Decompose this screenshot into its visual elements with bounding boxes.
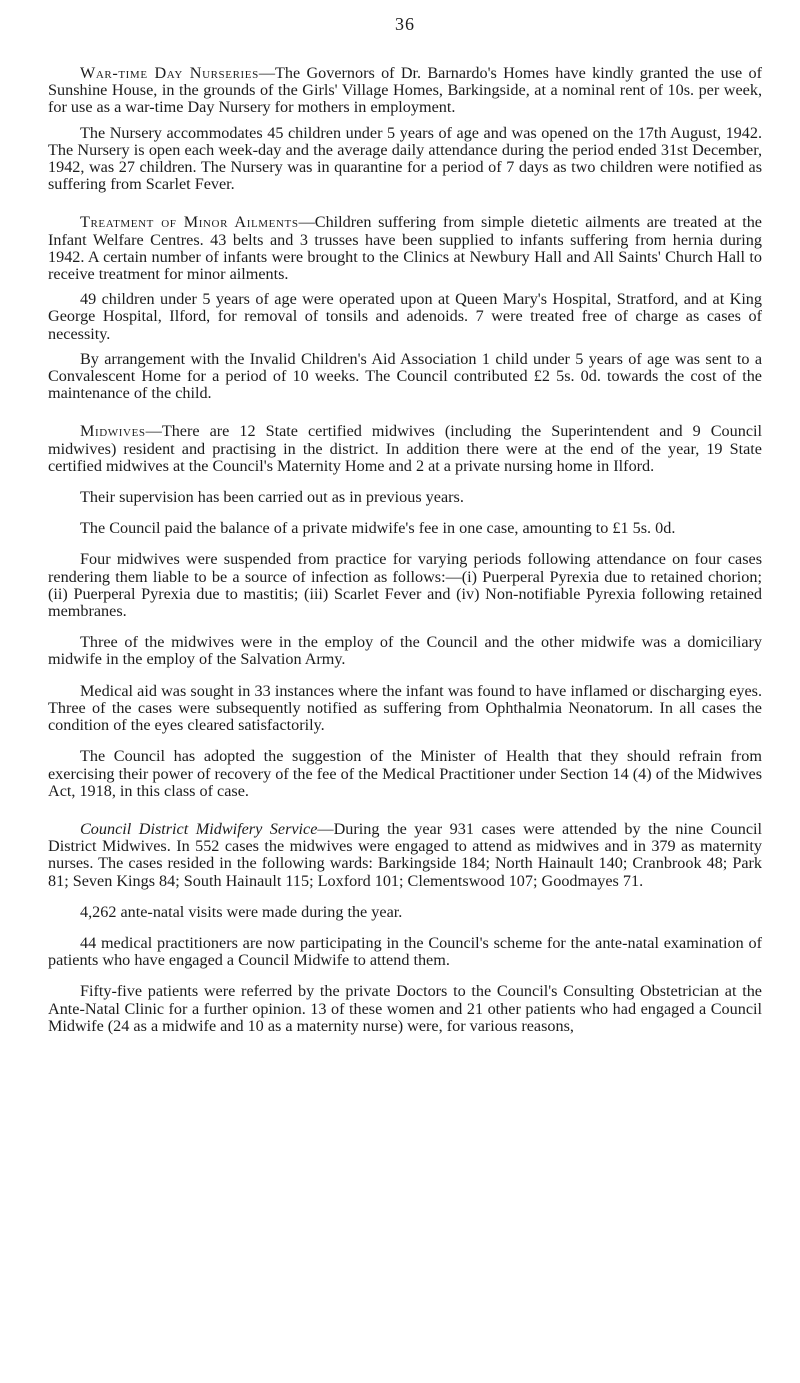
council-midwifery-paragraph-2: 4,262 ante-natal visits were made during the year. xyxy=(80,902,403,921)
midwives-paragraph-3: The Council paid the balance of a private midwife's fee in one case, amounting to £1 5s. 0d. xyxy=(80,519,676,538)
minor-ailments-heading: Treatment of Minor Ailments xyxy=(80,213,299,232)
council-midwifery-paragraph-3: 44 medical practitioners are now participating in the Council's scheme for the ante-natal examination of patients who have engaged a Council Midwife to attend them. xyxy=(48,933,762,970)
council-midwifery-heading: Council District Midwifery Service xyxy=(80,819,318,838)
midwives-heading: Midwives xyxy=(80,422,146,441)
nurseries-heading: War-time Day Nurseries xyxy=(80,64,259,82)
minor-ailments-paragraph-3: By arrangement with the Invalid Children's Aid Association 1 child under 5 years of age was sent to a Convalescent Home for a period of 10 weeks. The Council contributed £2 5s. 0d. towards the cost of the maintenance of the child. xyxy=(48,349,762,403)
midwives-paragraph-7: The Council has adopted the suggestion of the Minister of Health that they should refrain from exercising their power of recovery of the fee of the Medical Practitioner under Section 14 (4) of the Midwives Act, 1918, in this class of case. xyxy=(48,747,762,800)
midwives-text-1: —There are 12 State certified midwives (including the Superintendent and 9 Council midwives) resident and practising in the district. In addition there were at the end of the year, 19 State certified midwives at the Council's Maternity Home and 2 at a private nursing home in Ilford. xyxy=(48,422,762,475)
page-number: 36 xyxy=(395,14,415,34)
council-midwifery-paragraph-1 xyxy=(48,821,762,890)
midwives-paragraph-4: Four midwives were suspended from practice for varying periods following attendance on four cases rendering them liable to be a source of infection as follows:—(i) Puerperal Pyrexia due to retained chorion; (ii) Puerperal Pyrexia due to mastitis; (iii) Scarlet Fever and (iv) Non-notifiable Pyrexia following retained membranes. xyxy=(48,550,762,621)
midwives-paragraph-2: Their supervision has been carried out as in previous years. xyxy=(80,488,464,507)
midwives-paragraph-1 xyxy=(48,423,762,475)
council-midwifery-text-1: —During the year 931 cases were attended by the nine Council District Midwives. In 552 cases the midwives were engaged to attend as midwives and in 379 as maternity nurses. The cases resided in the following wards: Barkingside 184; North Hainault 140; Cranbrook 48; Park 81; Seven Kings 84; South Hainault 115; Loxford 101; Clementswood 107; Goodmayes 71. xyxy=(48,819,763,890)
midwives-paragraph-5: Three of the midwives were in the employ of the Council and the other midwife was a domiciliary midwife in the employ of the Salvation Army. xyxy=(48,633,762,669)
midwives-paragraph-6: Medical aid was sought in 33 instances where the infant was found to have inflamed or discharging eyes. Three of the cases were subsequently notified as suffering from Ophthalmia Neonatorum. In all cases the condition of the eyes cleared satisfactorily. xyxy=(48,681,762,735)
minor-ailments-paragraph-2: 49 children under 5 years of age were operated upon at Queen Mary's Hospital, Stratford, and at King George Hospital, Ilford, for removal of tonsils and adenoids. 7 were treated free of charge as cases of necessity. xyxy=(48,290,762,343)
nurseries-paragraph-2: The Nursery accommodates 45 children under 5 years of age and was opened on the 17th August, 1942. The Nursery is open each week-day and the average daily attendance during the period ended 31st December, 1942, was 27 children. The Nursery was in quarantine for a period of 7 days as two children were notified as suffering from Scarlet Fever. xyxy=(48,123,762,194)
nurseries-text-1: —The Governors of Dr. Barnardo's Homes have kindly granted the use of Sunshine House, in the grounds of the Girls' Village Homes, Barkingside, at a nominal rent of 10s. per week, for use as a war-time Day Nursery for mothers in employment. xyxy=(48,64,762,117)
nurseries-paragraph-1 xyxy=(48,65,762,117)
council-midwifery-paragraph-4: Fifty-five patients were referred by the private Doctors to the Council's Consulting Obstetrician at the Ante-Natal Clinic for a further opinion. 13 of these women and 21 other patients who had engaged a Council Midwife (24 as a midwife and 10 as a maternity nurse) were, for various reasons, xyxy=(48,982,762,1035)
minor-ailments-paragraph-1 xyxy=(48,214,762,283)
minor-ailments-text-1: —Children suffering from simple dietetic ailments are treated at the Infant Welfare Centres. 43 belts and 3 trusses have been supplied to infants suffering from hernia during 1942. A certain number of infants were brought to the Clinics at Newbury Hall and All Saints' Church Hall to receive treatment for minor ailments. xyxy=(48,213,762,284)
